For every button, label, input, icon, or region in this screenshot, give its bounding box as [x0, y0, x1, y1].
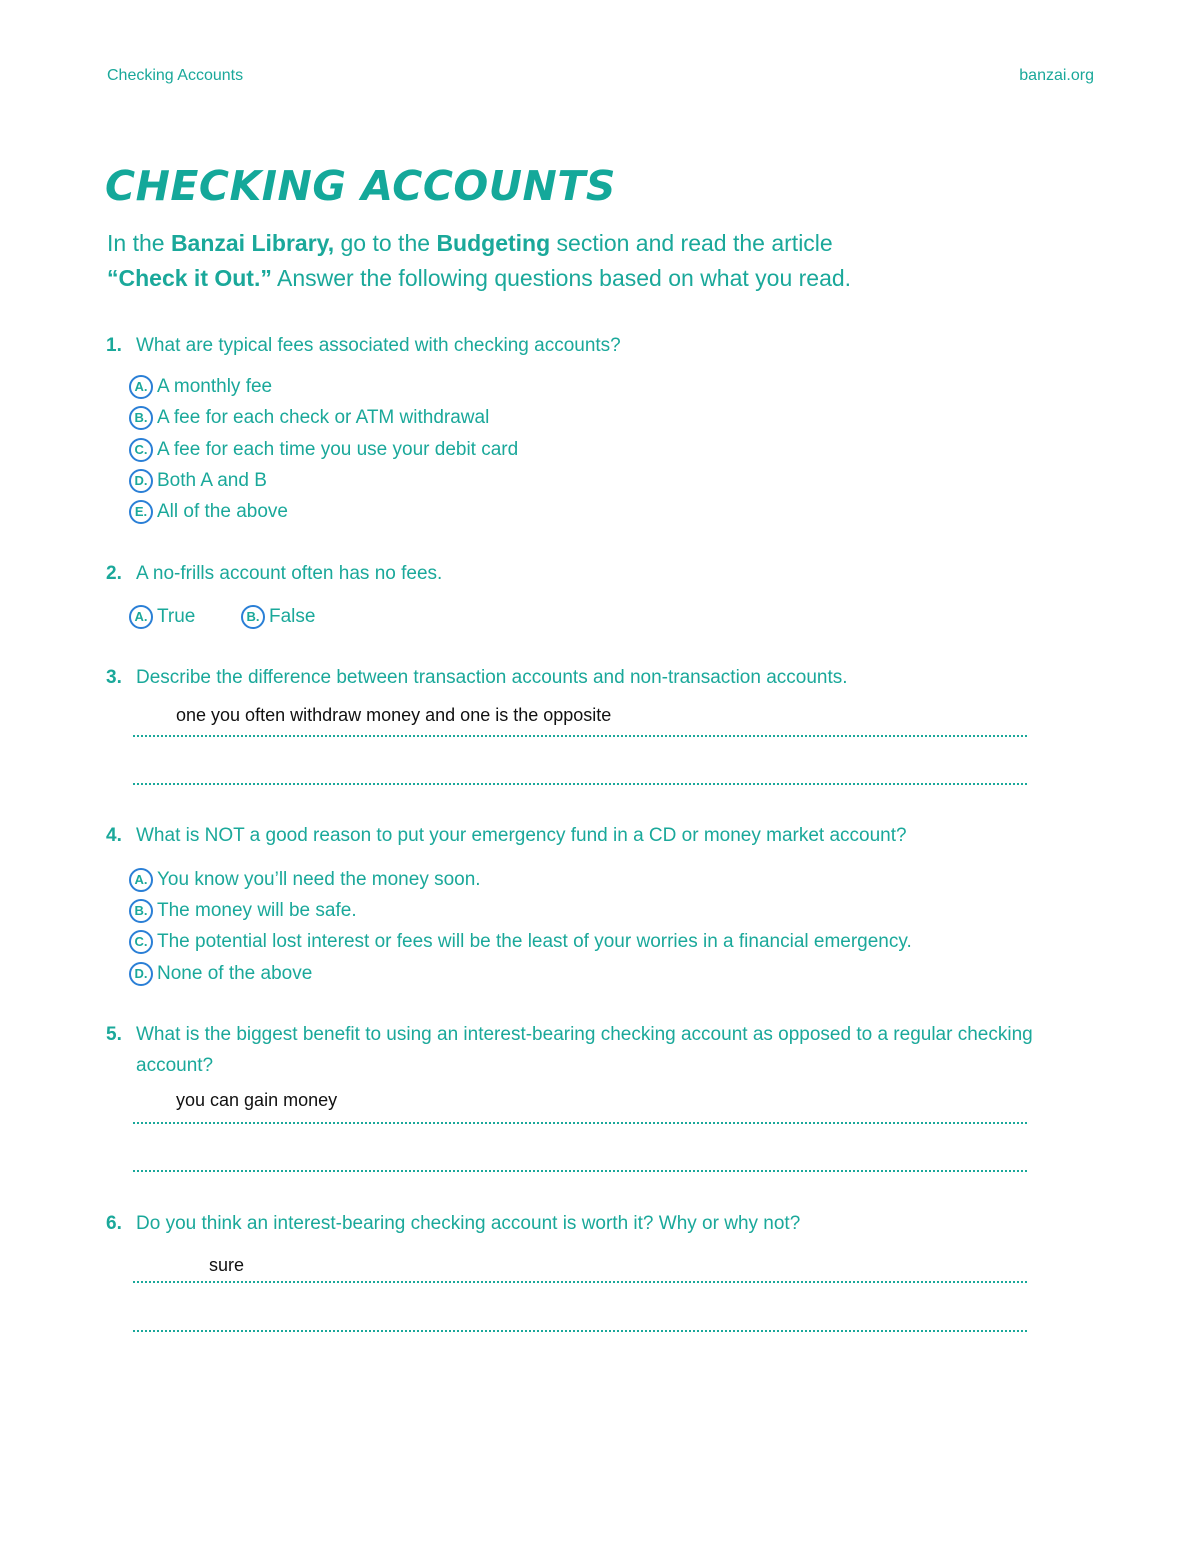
intro-bold-budgeting: Budgeting — [436, 230, 551, 256]
intro-bold-library: Banzai Library, — [170, 230, 335, 256]
q1-option-c[interactable] — [129, 437, 518, 463]
intro-text-1: In the — [107, 230, 171, 256]
page-title: CHECKING ACCOUNTS — [105, 162, 616, 210]
answer-line[interactable] — [133, 1122, 1027, 1124]
intro-text-2: go to the — [334, 230, 437, 256]
q4-option-d[interactable] — [129, 961, 312, 987]
option-letter-badge[interactable]: E. — [129, 500, 153, 524]
header-site-link[interactable]: banzai.org — [1019, 67, 1094, 84]
answer-line[interactable] — [133, 1330, 1027, 1332]
question-2 — [106, 558, 442, 589]
option-text: None of the above — [157, 963, 313, 984]
question-text: What is the biggest benefit to using an interest-bearing checking account as opposed to a regular checking account? — [136, 1024, 1033, 1076]
question-4 — [106, 820, 907, 851]
question-number: 2. — [106, 563, 122, 584]
q1-option-b[interactable] — [129, 405, 489, 431]
q1-option-e[interactable] — [129, 499, 288, 525]
question-text: What is NOT a good reason to put your emergency fund in a CD or money market account? — [136, 825, 907, 846]
intro-line-2 — [107, 261, 851, 296]
option-text: False — [269, 606, 316, 627]
q4-option-c[interactable] — [129, 929, 912, 955]
question-5 — [106, 1019, 1036, 1081]
answer-line[interactable] — [133, 1281, 1027, 1283]
intro-bold-article: “Check it Out.” — [107, 265, 272, 291]
option-letter-badge[interactable]: C. — [129, 438, 153, 462]
intro-text-4: Answer the following questions based on what you read. — [271, 265, 852, 291]
option-text: A fee for each check or ATM withdrawal — [157, 407, 490, 428]
q1-option-a[interactable] — [129, 374, 272, 400]
question-1 — [106, 330, 621, 361]
option-text: All of the above — [157, 501, 288, 522]
question-number: 5. — [106, 1024, 122, 1045]
question-text: Do you think an interest-bearing checking account is worth it? Why or why not? — [136, 1213, 801, 1234]
option-letter-badge[interactable]: A. — [129, 868, 153, 892]
question-number: 4. — [106, 825, 122, 846]
q2-option-b[interactable] — [241, 604, 315, 630]
q4-option-a[interactable] — [129, 867, 481, 893]
option-letter-badge[interactable]: B. — [129, 899, 153, 923]
intro-line-1 — [107, 226, 851, 261]
question-number: 6. — [106, 1213, 122, 1234]
option-letter-badge[interactable]: A. — [129, 375, 153, 399]
question-text: A no-frills account often has no fees. — [136, 563, 443, 584]
intro-paragraph — [107, 226, 851, 296]
q5-answer-text[interactable]: you can gain money — [176, 1090, 338, 1110]
option-letter-badge[interactable]: D. — [129, 962, 153, 986]
question-3 — [106, 662, 848, 693]
option-text: A monthly fee — [157, 376, 273, 397]
question-text: Describe the difference between transaction accounts and non-transaction accounts. — [136, 667, 848, 688]
option-letter-badge[interactable]: B. — [241, 605, 265, 629]
q2-option-a[interactable] — [129, 604, 195, 630]
option-letter-badge[interactable]: B. — [129, 406, 153, 430]
option-text: You know you’ll need the money soon. — [157, 869, 481, 890]
answer-line[interactable] — [133, 783, 1027, 785]
question-number: 3. — [106, 667, 122, 688]
option-letter-badge[interactable]: A. — [129, 605, 153, 629]
q6-answer-text[interactable]: sure — [209, 1255, 245, 1275]
q1-option-d[interactable] — [129, 468, 267, 494]
option-letter-badge[interactable]: C. — [129, 930, 153, 954]
header-doc-title: Checking Accounts — [107, 67, 244, 84]
question-text: What are typical fees associated with checking accounts? — [136, 335, 621, 356]
answer-line[interactable] — [133, 735, 1027, 737]
intro-text-3: section and read the article — [550, 230, 833, 256]
q3-answer-text[interactable]: one you often withdraw money and one is the opposite — [176, 705, 612, 725]
option-text: True — [157, 606, 196, 627]
option-text: The money will be safe. — [157, 900, 357, 921]
option-letter-badge[interactable]: D. — [129, 469, 153, 493]
option-text: The potential lost interest or fees will be the least of your worries in a financial emergency. — [157, 931, 912, 952]
option-text: Both A and B — [157, 470, 267, 491]
question-6 — [106, 1208, 800, 1239]
q4-option-b[interactable] — [129, 898, 357, 924]
option-text: A fee for each time you use your debit card — [157, 439, 519, 460]
question-number: 1. — [106, 335, 122, 356]
answer-line[interactable] — [133, 1170, 1027, 1172]
